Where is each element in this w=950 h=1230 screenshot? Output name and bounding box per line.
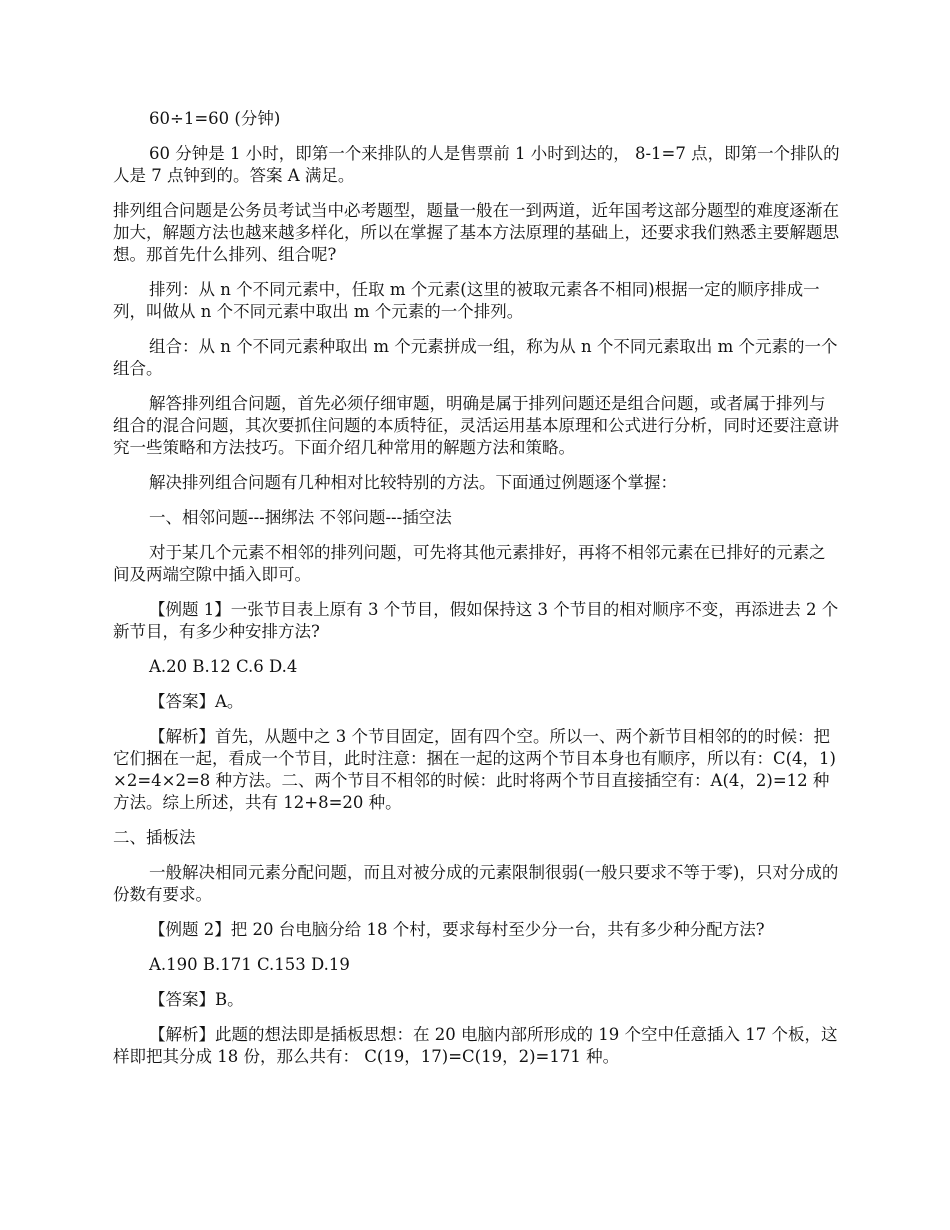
paragraph-solving-approach: 解答排列组合问题，首先必须仔细审题，明确是属于排列问题还是组合问题，或者属于排列与组合的混合问题，其次要抓住问题的本质特征，灵活运用基本原理和公式进行分析，同时还要注意讲究一些策略和方法技巧。下面介绍几种常用的解题方法和策略。 [113,394,839,457]
example-2-answer: 【答案】B。 [149,990,244,1009]
example-2-question: 【例题 2】把 20 台电脑分给 18 个村，要求每村至少分一台，共有多少种分配方法? [149,920,765,939]
example-1-analysis: 【解析】首先，从题中之 3 个节目固定，固有四个空。所以一、两个新节目相邻的的时候：把它们捆在一起，看成一个节目，此时注意：捆在一起的这两个节目本身也有顺序，所以有：C(4，1)×2=4×2=8 种方法。二、两个节目不相邻的时候：此时将两个节目直接插空有：A(4，2)=12 种方法。综上所述，共有 12+8=20 种。 [113,727,836,812]
example-2-analysis: 【解析】此题的想法即是插板思想：在 20 电脑内部所形成的 19 个空中任意插入 17 个板，这样即把其分成 18 份，那么共有： C(19，17)=C(19，2)=171 种。 [113,1025,838,1066]
paragraph-divider-method: 一般解决相同元素分配问题，而且对被分成的元素限制很弱(一般只要求不等于零)，只对分成的份数有要求。 [113,863,839,904]
paragraph-intro: 排列组合问题是公务员考试当中必考题型，题量一般在一到两道，近年国考这部分题型的难度逐渐在加大，解题方法也越来越多样化，所以在掌握了基本方法原理的基础上，还要求我们熟悉主要解题思想。那首先什么排列、组合呢? [113,201,839,264]
paragraph-answer-explanation: 60 分钟是 1 小时，即第一个来排队的人是售票前 1 小时到达的， 8-1=7 点，即第一个排队的人是 7 点钟到的。答案 A 满足。 [113,144,840,185]
example-1-options: A.20 B.12 C.6 D.4 [149,657,298,676]
example-2-options: A.190 B.171 C.153 D.19 [149,955,350,974]
example-1-answer: 【答案】A。 [149,692,244,711]
section-heading-divider-method: 二、插板法 [113,828,196,847]
paragraph-methods-intro: 解决排列组合问题有几种相对比较特别的方法。下面通过例题逐个掌握： [149,473,677,492]
document-body [113,108,841,1081]
paragraph-permutation-definition: 排列：从 n 个不同元素中，任取 m 个元素(这里的被取元素各不相同)根据一定的顺序排成一列，叫做从 n 个不同元素中取出 m 个元素的一个排列。 [113,280,820,321]
paragraph-bundling-method: 对于某几个元素不相邻的排列问题，可先将其他元素排好，再将不相邻元素在已排好的元素之间及两端空隙中插入即可。 [113,543,826,584]
example-1-question: 【例题 1】一张节目表上原有 3 个节目，假如保持这 3 个节目的相对顺序不变，再添进去 2 个新节目，有多少种安排方法? [113,600,839,641]
section-heading-bundling: 一、相邻问题---捆绑法 不邻问题---插空法 [149,508,452,527]
paragraph-calc: 60÷1=60 (分钟) [149,109,281,128]
paragraph-combination-definition: 组合：从 n 个不同元素种取出 m 个元素拼成一组，称为从 n 个不同元素取出 m 个元素的一个组合。 [113,337,838,378]
